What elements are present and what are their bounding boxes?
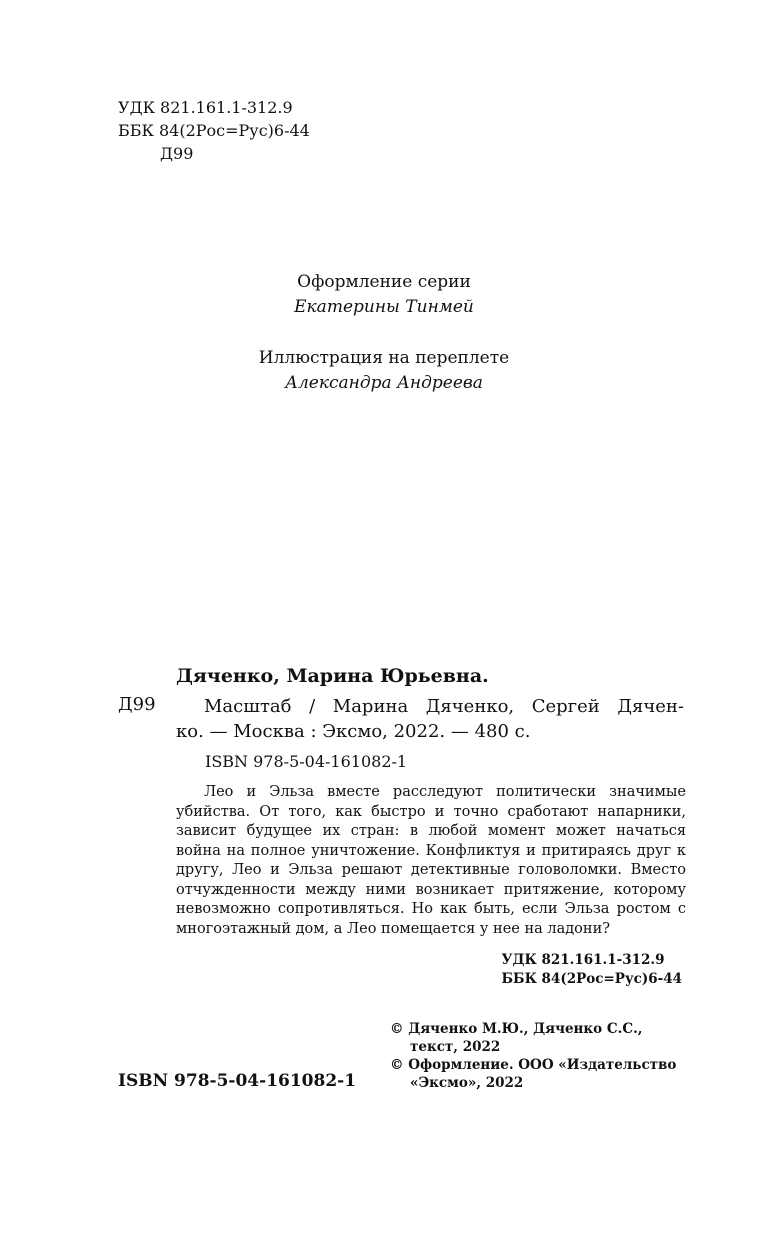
description-line-2: ко. — Москва : Эксмо, 2022. — 480 с.: [176, 721, 531, 742]
author-mark: Д99: [160, 144, 194, 163]
entry-isbn: ISBN 978-5-04-161082-1: [205, 752, 408, 771]
series-design-label: Оформление серии: [297, 272, 471, 292]
entry-classification-codes: [502, 951, 683, 989]
classification-codes: [118, 96, 310, 165]
entry-udk-code: УДК 821.161.1-312.9: [501, 952, 665, 968]
entry-author-mark: Д99: [118, 694, 156, 715]
copyright-notice: [390, 1020, 690, 1092]
bibliographic-description: [176, 694, 684, 744]
copyright-design: © Оформление. ООО «Издательство «Эксмо», 2022: [390, 1057, 677, 1091]
description-line-1: Масштаб / Марина Дяченко, Сергей Дячен-: [204, 696, 684, 717]
entry-bbk-code: ББК 84(2Рос=Рус)6-44: [501, 971, 682, 987]
series-design-name: Екатерины Тинмей: [294, 297, 474, 317]
bbk-code: ББК 84(2Рос=Рус)6-44: [118, 121, 310, 140]
isbn-bottom: ISBN 978-5-04-161082-1: [118, 1071, 357, 1091]
cover-illustration-name: Александра Андреева: [285, 373, 483, 393]
cover-illustration-label: Иллюстрация на переплете: [258, 348, 510, 368]
annotation-text: Лео и Эльза вместе расследуют политически значимые убийства. От того, как быстро и точно сработают напарники, зависит будущее их стран: в любой момент может начаться война на полное уничтожение. Конфликтуя и притираясь друг к другу, Лео и Эльза решают детективные головоломки. Вместо отчужденности между ними возникает притяжение, которому невозможно сопротивляться. Но как быть, если Эльза ростом с многоэтажный дом, а Лео помещается у нее на ладони?: [176, 784, 686, 937]
author-heading: Дяченко, Марина Юрьевна.: [176, 665, 489, 687]
udk-code: УДК 821.161.1-312.9: [118, 98, 293, 117]
cover-illustration-credit: [0, 346, 768, 396]
copyright-text: © Дяченко М.Ю., Дяченко С.С., текст, 2022: [390, 1021, 643, 1055]
series-design-credit: [0, 270, 768, 320]
annotation: [176, 783, 686, 939]
